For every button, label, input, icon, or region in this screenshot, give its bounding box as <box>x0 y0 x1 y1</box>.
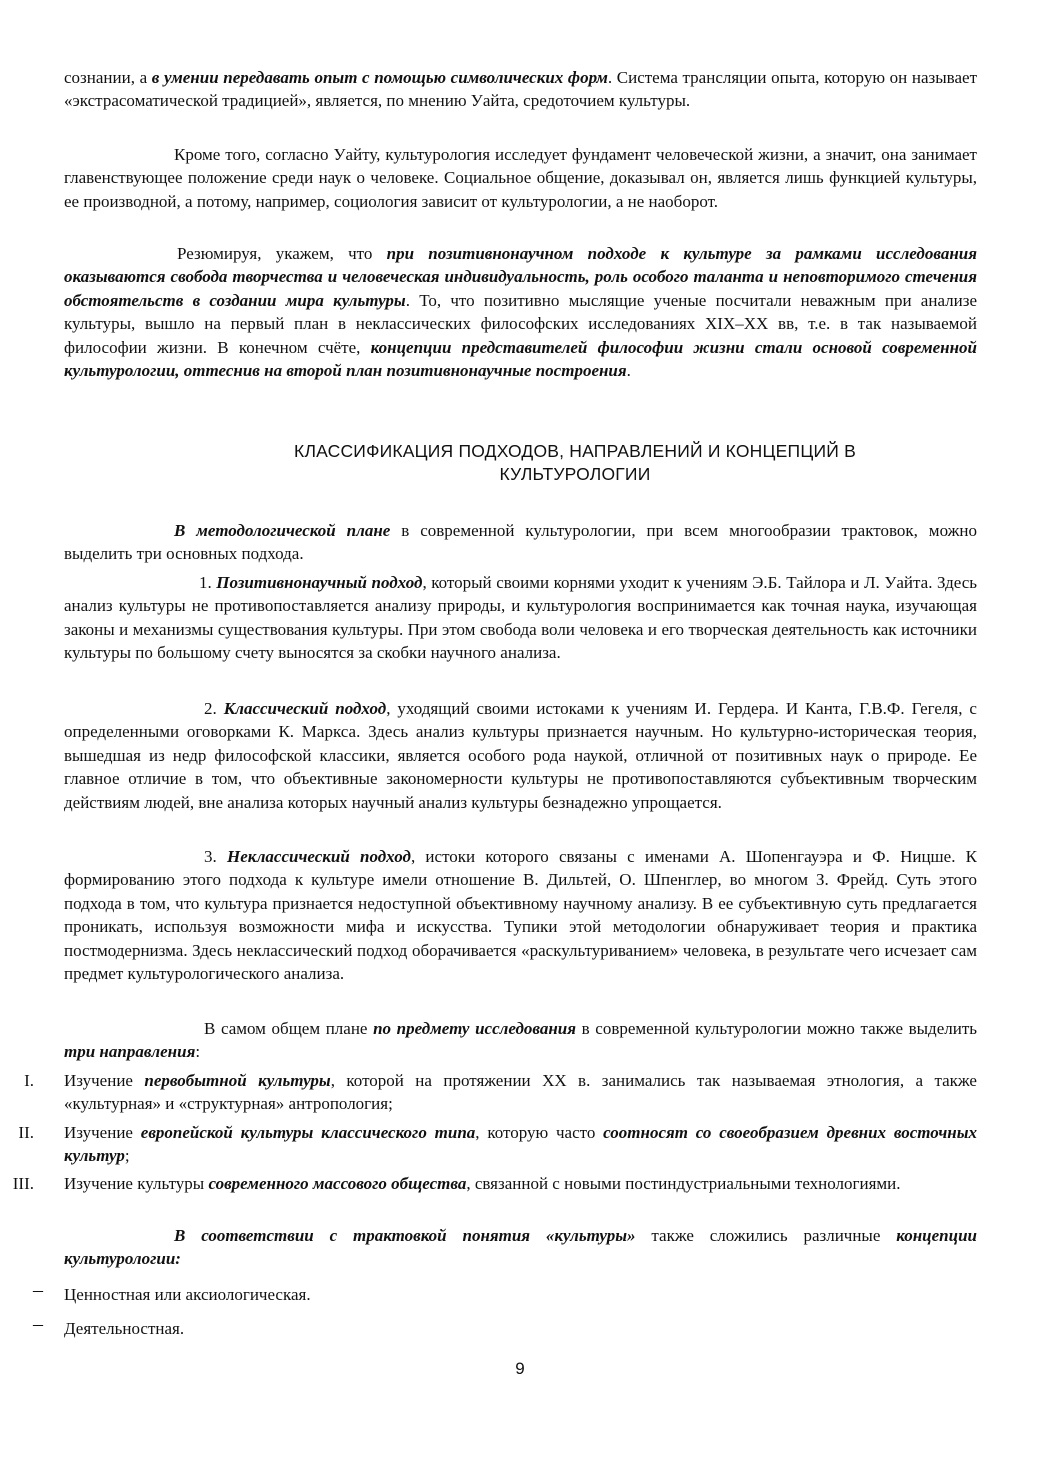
text-run: : <box>195 1042 201 1062</box>
emphasis-text: соотносят со своеобразием древних восточных культур <box>64 1123 977 1166</box>
paragraph-concepts <box>64 1224 977 1271</box>
paragraph-text: Кроме того, согласно Уайту, культурология исследует фундамент человеческой жизни, а значит, она занимает главенствующее положение среди наук о человеке. Социальное общение, доказывал он, является лишь функцией культуры, ее производной, а потому, например, социология зависит от культурологии, а не наоборот. <box>64 145 977 211</box>
emphasis-text: в умении передавать опыт с помощью символических форм <box>151 68 608 87</box>
approach-nonclassical <box>64 845 977 985</box>
emphasis-text: по предмету исследования <box>373 1019 577 1038</box>
text-run: сознании, а <box>64 68 152 87</box>
roman-numeral: II. <box>18 1123 34 1142</box>
text-run: В самом общем плане <box>204 1019 374 1038</box>
text-run: . <box>626 361 631 381</box>
list-number: 3. <box>204 847 227 866</box>
approach-positive-scientific <box>64 571 977 665</box>
text-run: . То, что позитивно мыслящие ученые посчитали неважным при анализе культуры, вышло на первый план в неклассических философских исследованиях XIX–XX вв, т.е. в так называемой философии жизни. В конечном счёте, <box>64 290 977 357</box>
heading-line: КУЛЬТУРОЛОГИИ <box>499 464 651 484</box>
list-item-text: Изучение первобытной культуры, которой на протяжении XX в. занимались так называемая этнология, а также «культурная» и «структурная» антропология; <box>64 1071 977 1114</box>
emphasis-text: В методологической плане <box>174 521 391 540</box>
page-number: 9 <box>515 1359 525 1378</box>
text-run: Резюмируя, укажем, что <box>177 244 387 263</box>
text-run: , который своими корнями уходит к учениям Э.Б. Тайлора и Л. Уайта. Здесь анализ культуры не противопоставляется анализу природы, и культурология воспринимается как точная наука, изучающая законы и механизмы существования культуры. При этом свобода воли человека и его творческая деятельность как источники культуры по большому счету выносятся за скобки научного анализа. <box>64 573 977 663</box>
approach-classical <box>64 697 977 814</box>
section-heading <box>160 440 990 486</box>
paragraph-white-culturology <box>64 143 977 213</box>
list-item <box>0 1313 977 1341</box>
list-item-text: Изучение культуры современного массового общества, связанной с новыми постиндустриальными технологиями. <box>64 1174 901 1193</box>
list-number: 1. <box>199 573 217 592</box>
text-run: , истоки которого связаны с именами А. Шопенгауэра и Ф. Ницше. К формированию этого подхода к культуре имели отношение В. Дильтей, О. Шпенглер, во многом З. Фрейд. Суть этого подхода в том, что культура признается недоступной объективному научному анализу. В ее субъективную суть предлагается проникать, используя возможности мифа и искусства. Тупики этой методологии обнаруживает теория и практика постмодернизма. Здесь неклассический подход оборачивается «раскультуриванием» человека, в результате чего исчезает сам предмет культурологического анализа. <box>64 847 977 984</box>
heading-line: КЛАССИФИКАЦИЯ ПОДХОДОВ, НАПРАВЛЕНИЙ И КОНЦЕПЦИЙ В <box>294 441 856 461</box>
emphasis-text: В соответствии с трактовкой понятия «культуры» <box>174 1226 636 1245</box>
roman-numeral: III. <box>12 1174 34 1193</box>
emphasis-text: концепции представителей философии жизни стали основой современной культурологии, оттеснив на второй план позитивнонаучные построения <box>64 337 977 381</box>
list-item <box>0 1279 977 1307</box>
text-run: . Система трансляции опыта, которую он называет «экстрасоматической традицией», является, по мнению Уайта, средоточием культуры. <box>64 68 977 111</box>
emphasis-text: три направления <box>64 1042 196 1062</box>
paragraph-summary <box>64 242 977 382</box>
emphasis-text: первобытной культуры <box>144 1071 331 1090</box>
emphasis-text: Позитивнонаучный подход <box>216 573 423 592</box>
list-item-text: Ценностная или аксиологическая. <box>64 1285 311 1304</box>
dash-bullet: – <box>33 1279 43 1301</box>
list-item-text: Деятельностная. <box>64 1319 185 1338</box>
emphasis-text: современного массового общества <box>208 1174 467 1193</box>
list-number: 2. <box>204 699 224 718</box>
text-run: в современной культурологии, при всем многообразии трактовок, можно выделить три основных подхода. <box>64 521 977 564</box>
text-run: также сложились различные <box>635 1226 897 1245</box>
text-run: в современной культурологии можно также выделить <box>576 1019 977 1038</box>
paragraph-subject-directions <box>64 1017 977 1064</box>
paragraph-white-experience <box>64 66 977 113</box>
paragraph-methodology <box>64 519 977 566</box>
dash-bullet: – <box>33 1313 43 1335</box>
emphasis-text: европейской культуры классического типа <box>140 1123 476 1142</box>
text-run: , уходящий своими истоками к учениям И. Гердера. И Канта, Г.В.Ф. Гегеля, с определенными оговорками К. Маркса. Здесь анализ культуры признается научным. Но культурно-историческая теория, вышедшая из недр философской классики, является особого рода наукой, отличной от позитивных наук о природе. Ее главное отличие в том, что объективные закономерности культуры не противопоставляются субъективным творческим действиям людей, вне анализа которых научный анализ культуры безнадежно упрощается. <box>64 699 977 812</box>
emphasis-text: концепции культурологии: <box>64 1226 977 1269</box>
roman-numeral: I. <box>24 1071 34 1090</box>
emphasis-text: при позитивнонаучном подходе к культуре за рамками исследования оказываются свобода творчества и человеческая индивидуальность, роль особого таланта и неповторимого стечения обстоятельств в создании мира культуры <box>64 244 977 310</box>
emphasis-text: Неклассический подход <box>226 847 411 866</box>
list-item-text: Изучение европейской культуры классического типа, которую часто соотносят со своеобразием древних восточных культур; <box>64 1123 977 1166</box>
emphasis-text: Классический подход <box>223 699 387 718</box>
